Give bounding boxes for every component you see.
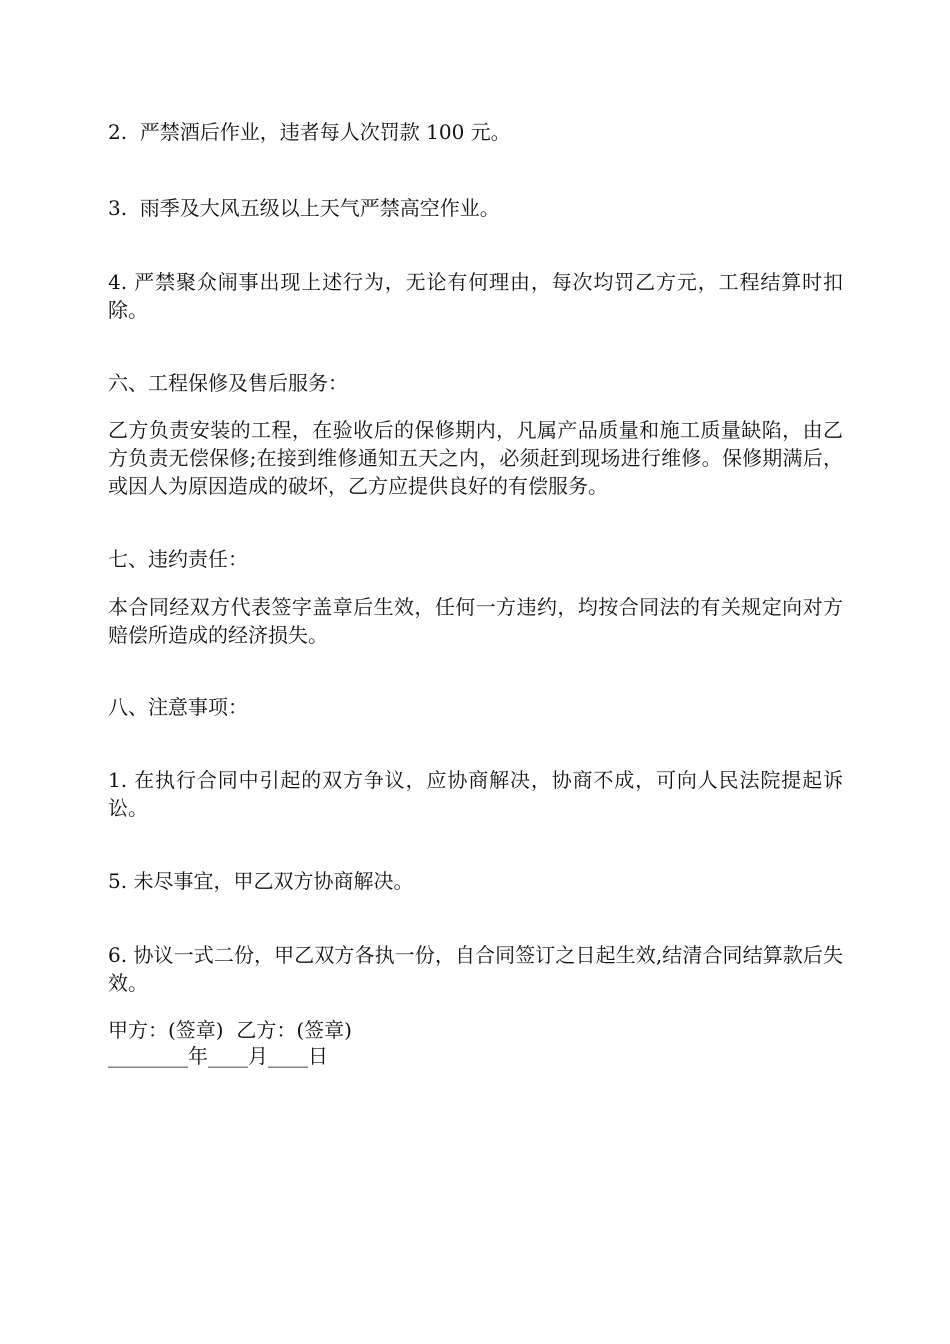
section-7-body: 本合同经双方代表签字盖章后生效，任何一方违约，均按合同法的有关规定向对方赔偿所造成的经济损失。 [108, 595, 843, 647]
clause-3-weather: 3. 雨季及大风五级以上天气严禁高空作业。 [108, 196, 500, 220]
section-6-heading: 六、工程保修及售后服务： [108, 371, 348, 395]
section-8-heading: 八、注意事项： [108, 695, 248, 719]
signature-line: 甲方：(签章) 乙方：(签章) [108, 1018, 352, 1042]
note-1-dispute: 1. 在执行合同中引起的双方争议，应协商解决，协商不成，可向人民法院提起诉讼。 [108, 768, 843, 820]
note-5-other: 5. 未尽事宜，甲乙双方协商解决。 [108, 869, 414, 893]
clause-4-gathering: 4. 严禁聚众闹事出现上述行为，无论有何理由，每次均罚乙方元，工程结算时扣除。 [108, 270, 843, 322]
signature-date: ________年____月____日 [108, 1044, 328, 1068]
section-6-body: 乙方负责安装的工程，在验收后的保修期内，凡属产品质量和施工质量缺陷，由乙方负责无偿保修;在接到维修通知五天之内，必须赶到现场进行维修。保修期满后，或因人为原因造成的破坏，乙方应提供良好的有偿服务。 [108, 418, 843, 498]
clause-2-drinking: 2. 严禁酒后作业，违者每人次罚款 100 元。 [108, 120, 511, 144]
section-7-heading: 七、违约责任： [108, 547, 248, 571]
note-6-copies: 6. 协议一式二份，甲乙双方各执一份，自合同签订之日起生效,结清合同结算款后失效。 [108, 943, 843, 995]
